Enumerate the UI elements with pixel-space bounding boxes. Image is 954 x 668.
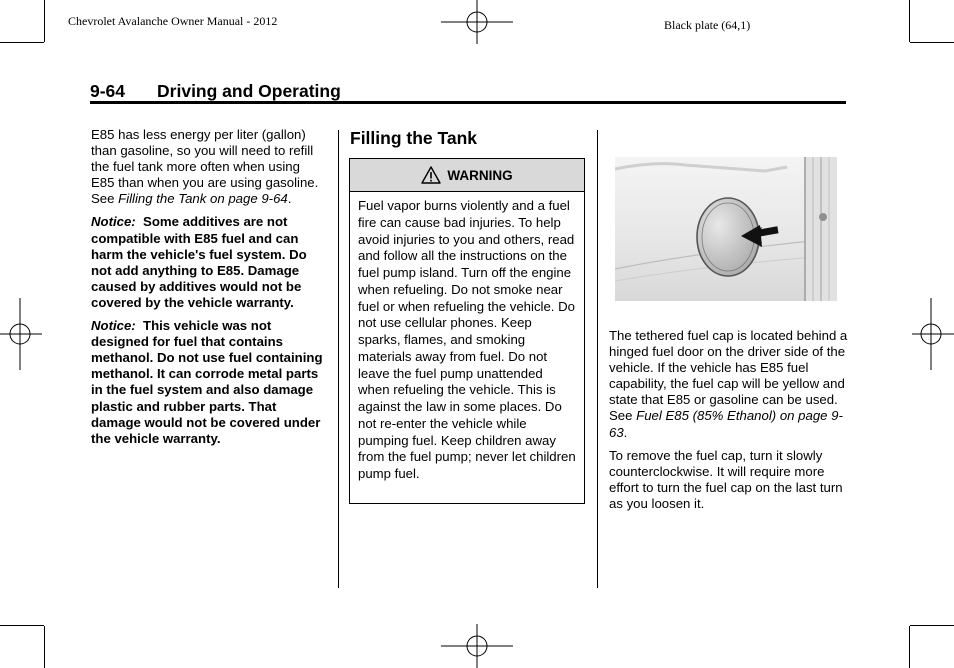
fuel-door-illustration: [615, 157, 837, 301]
crop-mark: [910, 42, 954, 43]
filling-tank-link[interactable]: Filling the Tank on page 9-64: [118, 191, 288, 207]
notice-label: Notice:: [91, 318, 136, 334]
notice-additives: Notice: Some additives are not compatible with E85 fuel and can harm the vehicle's fuel system. Do not add anything to E85. Damage caused by additives would not be covered by the vehicle warranty.: [91, 214, 307, 310]
warning-text: Fuel vapor burns violently and a fuel fire can cause bad injuries. To help avoid injuries to you and others, read and follow all the instructions on the fuel pump island. Turn off the engine when refueling. Do not smoke near fuel or when refueling the vehicle. Do not use cellular phones. Keep sparks, flames, and smoking materials away from fuel. Do not leave the fuel pump unattended when refueling the vehicle. This is against the law in some places. Do not re-enter the vehicle while pumping fuel. Keep children away from the fuel pump; never let children pump fuel.: [358, 198, 576, 481]
fuel-e85-link[interactable]: Fuel E85 (85% Ethanol) on page 9-63: [609, 408, 843, 440]
fuel-cap-location-paragraph: The tethered fuel cap is located behind a hinged fuel door on the driver side of the vehicle. If the vehicle has E85 fuel capability, the fuel cap will be yellow and state that E85 or gasoline can be used. See Fuel E85 (85% Ethanol) on page 9-63.: [609, 328, 848, 440]
notice-methanol: Notice: This vehicle was not designed for fuel that contains methanol. Do not use fuel containing methanol. It can corrode metal parts in the fuel system and also damage plastic and rubber parts. That damage would not be covered under the vehicle warranty.: [91, 318, 323, 446]
crop-mark: [44, 626, 45, 668]
warning-header: [350, 159, 584, 192]
manual-title: Chevrolet Avalanche Owner Manual - 2012: [68, 14, 278, 28]
warning-box: [349, 158, 585, 504]
column-rule: [597, 130, 598, 588]
section-title: Filling the Tank: [350, 128, 478, 148]
crop-mark: [909, 0, 910, 42]
e85-energy-paragraph: E85 has less energy per liter (gallon) than gasoline, so you will need to refill the fuel tank more often when using E85 than when you are using gasoline. See Filling the Tank on page 9-64.: [91, 127, 319, 207]
column-3: [609, 328, 849, 519]
column-1: [91, 127, 327, 454]
warning-triangle-icon: [421, 166, 441, 184]
crop-mark: [0, 625, 44, 626]
plate-label: Black plate (64,1): [664, 18, 751, 32]
crop-mark: [0, 42, 44, 43]
notice-label: Notice:: [91, 214, 136, 230]
crop-mark: [910, 625, 954, 626]
registration-top-icon: [441, 0, 513, 44]
registration-bottom-icon: [441, 624, 513, 668]
chapter-title: Driving and Operating: [157, 81, 341, 101]
remove-fuel-cap-paragraph: To remove the fuel cap, turn it slowly counterclockwise. It will require more effort to turn the fuel cap on the last turn as you loosen it.: [609, 447, 843, 511]
warning-label: WARNING: [447, 167, 513, 183]
crop-mark: [909, 626, 910, 668]
registration-left-icon: [0, 298, 42, 370]
crop-mark: [44, 0, 45, 42]
registration-right-icon: [912, 298, 954, 370]
heading-rule: [90, 101, 846, 104]
column-rule: [338, 130, 339, 588]
page-number: 9-64: [90, 81, 126, 101]
page-heading: [90, 81, 341, 102]
